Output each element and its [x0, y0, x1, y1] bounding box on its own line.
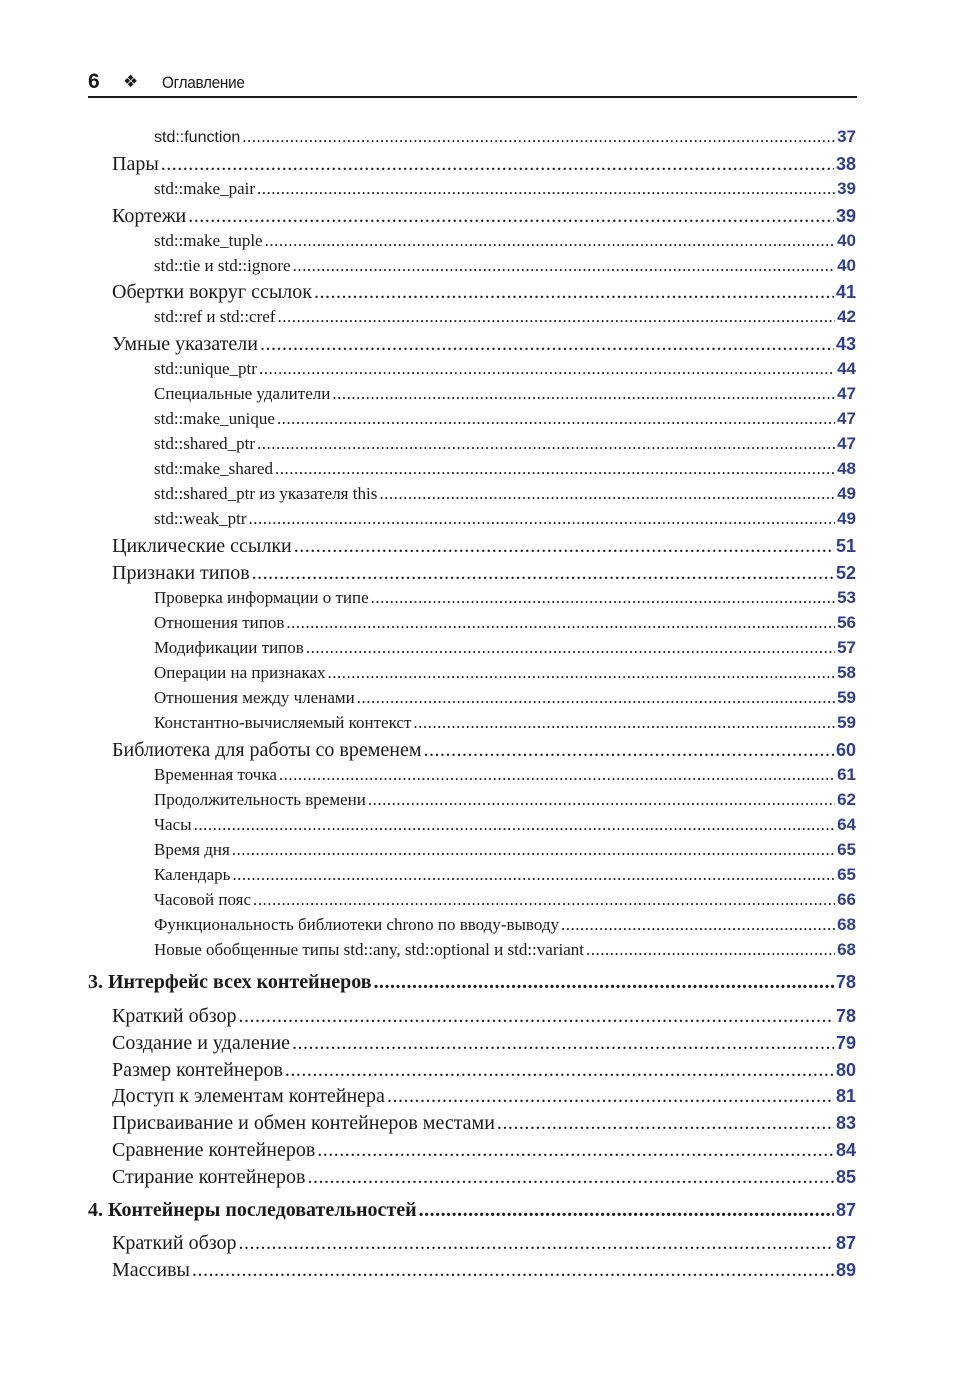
leader-dots	[379, 484, 835, 504]
toc-entry-page: 47	[837, 434, 856, 453]
toc-entry-label: Часовой пояс	[154, 890, 252, 909]
leader-dots	[423, 739, 833, 762]
leader-dots	[275, 459, 835, 479]
leader-dots	[419, 1199, 834, 1222]
leader-dots	[265, 231, 835, 251]
toc-entry[interactable]	[154, 409, 856, 429]
toc-entry-label: Функциональность библиотеки chrono по вводу-выводу	[154, 915, 560, 934]
toc-entry[interactable]	[112, 281, 856, 304]
toc-entry[interactable]	[112, 1166, 856, 1189]
toc-entry-page: 47	[837, 384, 856, 403]
toc-entry-page: 47	[837, 409, 856, 428]
leader-dots	[194, 815, 836, 835]
leader-dots	[357, 688, 835, 708]
toc-entry-page: 79	[835, 1033, 856, 1053]
toc-entry-label: Специальные удалители	[154, 384, 331, 403]
toc-entry-page: 59	[837, 713, 856, 732]
toc-entry-page: 39	[837, 179, 856, 198]
toc-entry-page: 59	[837, 688, 856, 707]
leader-dots	[277, 409, 835, 429]
leader-dots	[294, 535, 834, 558]
toc-entry-page: 85	[835, 1167, 856, 1187]
leader-dots	[239, 1005, 834, 1028]
leader-dots	[232, 865, 835, 885]
leader-dots	[292, 1032, 834, 1055]
toc-entry-page: 40	[837, 231, 856, 250]
toc-entry-label: 4. Контейнеры последовательностей	[88, 1199, 417, 1221]
leader-dots	[257, 434, 835, 454]
toc-entry-page: 60	[835, 740, 856, 760]
toc-entry-label: std::make_shared	[154, 459, 273, 478]
toc-entry-label: Кортежи	[112, 205, 187, 227]
toc-entry[interactable]	[112, 1112, 856, 1135]
toc-entry[interactable]	[112, 1259, 856, 1282]
toc-entry[interactable]	[112, 1059, 856, 1082]
toc-entry[interactable]	[154, 688, 856, 708]
toc-entry[interactable]	[154, 459, 856, 479]
leader-dots	[242, 127, 835, 147]
leader-dots	[307, 1166, 834, 1189]
leader-dots	[192, 1259, 834, 1282]
toc-entry-label: std::ref и std::cref	[154, 307, 276, 326]
toc-entry-page: 87	[835, 1233, 856, 1253]
leader-dots	[371, 588, 835, 608]
toc-entry-page: 66	[837, 890, 856, 909]
toc-entry-page: 78	[835, 1006, 856, 1026]
toc-entry-page: 53	[837, 588, 856, 607]
toc-entry-page: 89	[835, 1260, 856, 1280]
leader-dots	[188, 205, 834, 228]
toc-entry-label: Признаки типов	[112, 562, 250, 584]
toc-entry-page: 83	[835, 1113, 856, 1133]
toc-entry[interactable]	[112, 1085, 856, 1108]
leader-dots	[306, 638, 835, 658]
toc-entry[interactable]	[154, 765, 856, 785]
leader-dots	[314, 281, 834, 304]
leader-dots	[374, 971, 834, 994]
leader-dots	[252, 562, 834, 585]
toc-entry-label: Размер контейнеров	[112, 1059, 283, 1081]
toc-entry-label: Обертки вокруг ссылок	[112, 281, 312, 303]
toc-chapter[interactable]	[88, 1199, 856, 1222]
toc-entry-page: 84	[835, 1140, 856, 1160]
toc-entry-label: std::weak_ptr	[154, 509, 247, 528]
toc-entry-label: Доступ к элементам контейнера	[112, 1085, 385, 1107]
toc-entry-page: 40	[837, 256, 856, 275]
leader-dots	[239, 1232, 834, 1255]
toc-entry-page: 39	[835, 206, 856, 226]
toc-entry-label: std::make_pair	[154, 179, 256, 198]
toc-entry[interactable]	[154, 790, 856, 810]
toc-entry[interactable]	[154, 663, 856, 683]
leader-dots	[285, 1059, 834, 1082]
toc-entry[interactable]	[154, 915, 856, 935]
toc-entry-label: std::make_tuple	[154, 231, 263, 250]
toc-entry-label: Пары	[112, 153, 159, 175]
toc-entry-label: std::unique_ptr	[154, 359, 257, 378]
toc-entry-label: std::function	[154, 129, 241, 146]
leader-dots	[253, 890, 835, 910]
toc-entry[interactable]	[154, 940, 856, 960]
toc-entry[interactable]	[154, 484, 856, 504]
toc-entry[interactable]	[154, 613, 856, 633]
toc-entry-label: Продолжительность времени	[154, 790, 366, 809]
leader-dots	[286, 613, 835, 633]
toc-entry-label: Календарь	[154, 865, 231, 884]
toc-entry[interactable]	[112, 1032, 856, 1055]
toc-entry-page: 42	[837, 307, 856, 326]
header-title: Оглавление	[162, 73, 245, 92]
leader-dots	[387, 1085, 834, 1108]
toc-entry-page: 68	[837, 915, 856, 934]
toc-entry-page: 64	[837, 815, 856, 834]
toc-entry[interactable]	[154, 865, 856, 885]
leader-dots	[249, 509, 836, 529]
toc-entry-page: 57	[837, 638, 856, 657]
toc-entry-label: std::shared_ptr	[154, 434, 256, 453]
toc-entry-page: 80	[835, 1060, 856, 1080]
toc-entry-label: Отношения типов	[154, 613, 285, 632]
leader-dots	[279, 765, 835, 785]
toc-entry-page: 51	[835, 536, 856, 556]
toc-entry[interactable]	[154, 384, 856, 404]
toc-entry-label: Константно-вычисляемый контекст	[154, 713, 412, 732]
toc-entry-label: Операции на признаках	[154, 663, 326, 682]
toc-entry-page: 49	[837, 509, 856, 528]
toc-entry-label: Краткий обзор	[112, 1005, 237, 1027]
leader-dots	[232, 840, 835, 860]
toc-entry[interactable]	[154, 815, 856, 835]
toc-entry[interactable]	[154, 127, 856, 147]
toc-entry-label: std::tie и std::ignore	[154, 256, 291, 275]
toc-entry-page: 68	[837, 940, 856, 959]
toc-entry[interactable]	[154, 509, 856, 529]
toc-entry-label: Стирание контейнеров	[112, 1166, 306, 1188]
leader-dots	[260, 333, 834, 356]
toc-entry[interactable]	[112, 739, 856, 762]
leader-dots	[332, 384, 835, 404]
toc-entry[interactable]	[154, 359, 856, 379]
leader-dots	[413, 713, 835, 733]
toc-entry-page: 52	[835, 563, 856, 583]
ornament-icon: ❖	[123, 72, 139, 92]
toc-entry[interactable]	[154, 179, 856, 199]
toc-entry-page: 78	[835, 972, 856, 992]
toc-entry-page: 48	[837, 459, 856, 478]
toc-entry-page: 41	[835, 282, 856, 302]
toc-entry[interactable]	[154, 434, 856, 454]
toc-entry-label: Создание и удаление	[112, 1032, 291, 1054]
leader-dots	[277, 307, 835, 327]
toc-entry[interactable]	[154, 256, 856, 276]
leader-dots	[561, 915, 835, 935]
toc-entry-label: Сравнение контейнеров	[112, 1139, 316, 1161]
toc-entry-label: Время дня	[154, 840, 230, 859]
toc-entry[interactable]	[154, 307, 856, 327]
toc-entry-label: Присваивание и обмен контейнеров местами	[112, 1112, 495, 1134]
toc-entry-label: Часы	[154, 815, 192, 834]
toc-entry-label: Массивы	[112, 1259, 190, 1281]
toc-entry[interactable]	[112, 1139, 856, 1162]
toc-entry[interactable]	[154, 840, 856, 860]
toc-entry-label: Временная точка	[154, 765, 277, 784]
toc-entry-page: 43	[835, 334, 856, 354]
leader-dots	[257, 179, 835, 199]
toc-entry-label: 3. Интерфейс всех контейнеров	[88, 971, 372, 993]
toc-entry[interactable]	[112, 1232, 856, 1255]
leader-dots	[368, 790, 835, 810]
toc-entry[interactable]	[154, 588, 856, 608]
toc-entry-page: 56	[837, 613, 856, 632]
toc-entry-page: 58	[837, 663, 856, 682]
leader-dots	[586, 940, 835, 960]
toc-entry-label: Проверка информации о типе	[154, 588, 369, 607]
toc-entry-label: std::make_unique	[154, 409, 275, 428]
toc-entry-page: 81	[835, 1086, 856, 1106]
toc-entry[interactable]	[112, 1005, 856, 1028]
leader-dots	[317, 1139, 834, 1162]
toc-entry[interactable]	[154, 713, 856, 733]
leader-dots	[161, 153, 834, 176]
toc-entry-page: 44	[837, 359, 856, 378]
toc-entry-page: 65	[837, 865, 856, 884]
toc-entry[interactable]	[112, 562, 856, 585]
toc-entry-page: 61	[837, 765, 856, 784]
toc-entry[interactable]	[154, 638, 856, 658]
toc-entry-page: 65	[837, 840, 856, 859]
page-number: 6	[88, 70, 100, 93]
leader-dots	[328, 663, 836, 683]
toc-entry-label: Отношения между членами	[154, 688, 355, 707]
leader-dots	[497, 1112, 834, 1135]
toc-entry-page: 38	[835, 154, 856, 174]
toc-entry-page: 37	[837, 127, 856, 146]
toc-entry[interactable]	[112, 535, 856, 558]
toc-entry-page: 62	[837, 790, 856, 809]
toc-entry[interactable]	[112, 153, 856, 176]
toc-entry[interactable]	[154, 231, 856, 251]
leader-dots	[293, 256, 835, 276]
toc-entry[interactable]	[112, 205, 856, 228]
toc-entry-label: Циклические ссылки	[112, 535, 292, 557]
toc-entry-label: std::shared_ptr из указателя this	[154, 484, 378, 503]
toc-entry[interactable]	[154, 890, 856, 910]
toc-entry-label: Умные указатели	[112, 333, 258, 355]
toc-entry-label: Библиотека для работы со временем	[112, 739, 422, 761]
toc-entry-page: 87	[835, 1200, 856, 1220]
toc-chapter[interactable]	[88, 971, 856, 994]
toc-entry-label: Краткий обзор	[112, 1232, 237, 1254]
toc-entry-label: Новые обобщенные типы std::any, std::optional и std::variant	[154, 940, 584, 959]
toc-entry-label: Модификации типов	[154, 638, 304, 657]
toc-entry[interactable]	[112, 333, 856, 356]
toc-entry-page: 49	[837, 484, 856, 503]
leader-dots	[259, 359, 835, 379]
